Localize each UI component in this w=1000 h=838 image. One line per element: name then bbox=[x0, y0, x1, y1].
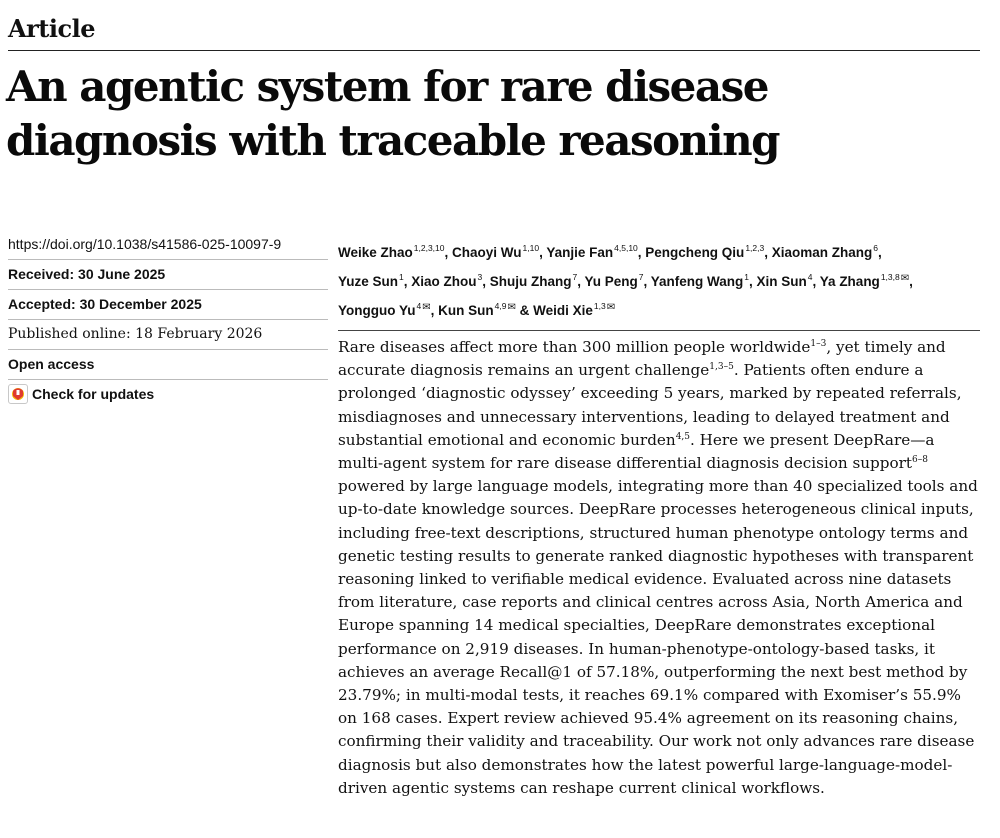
author[interactable] bbox=[820, 274, 909, 289]
author-affiliation: 1,3 bbox=[593, 301, 606, 311]
article-title: An agentic system for rare disease diagnosis with traceable reasoning bbox=[6, 62, 780, 165]
author-affiliation: 1,10 bbox=[522, 243, 540, 253]
author[interactable] bbox=[757, 274, 813, 289]
received-date: Received: 30 June 2025 bbox=[8, 259, 328, 289]
author-affiliation: 7 bbox=[572, 272, 578, 282]
abstract-text: powered by large language models, integrating more than 40 specialized tools and up-to-date knowledge sources. DeepRare processes heterogeneous clinical inputs, including free-text descriptions, structured human phenotype ontology terms and genetic testing results to generate ranked diagnostic hypotheses with transparent reasoning linked to verifiable medical evidence. Evaluated across nine datasets from literature, case reports and clinical centres across Asia, North America and Europe spanning 14 medical specialties, DeepRare demonstrates exceptional performance on 2,919 diseases. In human-phenotype-ontology-based tasks, it achieves an average Recall@1 of 57.18%, outperforming the next best method by 23.79%; in multi-modal tests, it reaches 69.1% compared with Exomiser’s 55.9% on 168 cases. Expert review achieved 95.4% agreement on its reasoning chains, confirming their validity and traceability. Our work not only advances rare disease diagnosis but also demonstrates how the latest powerful large-language-model-driven agentic systems can reshape current clinical workflows. bbox=[338, 477, 978, 797]
author[interactable] bbox=[546, 245, 637, 260]
crossmark-icon bbox=[8, 384, 28, 404]
citation-ref[interactable]: 4,5 bbox=[675, 431, 691, 442]
author-name: Yu Peng bbox=[584, 274, 638, 289]
envelope-icon[interactable]: ✉ bbox=[606, 302, 616, 313]
author-affiliation: 6 bbox=[873, 243, 878, 253]
published-date: Published online: 18 February 2026 bbox=[8, 319, 328, 349]
author[interactable] bbox=[490, 274, 577, 289]
abstract-text: , yet timely and accurate diagnosis remains an urgent challenge bbox=[338, 338, 946, 380]
author-affiliation: 1,2,3,10 bbox=[413, 243, 445, 253]
author-name: Xiaoman Zhang bbox=[771, 245, 873, 260]
author[interactable] bbox=[645, 245, 764, 260]
author[interactable] bbox=[772, 245, 878, 260]
abstract bbox=[338, 336, 978, 800]
author-name: Yuze Sun bbox=[338, 274, 399, 289]
author-name: Yanfeng Wang bbox=[650, 274, 744, 289]
abstract-text: . Patients often endure a prolonged ‘diagnostic odyssey’ exceeding 5 years, marked by repeated referrals, misdiagnoses and unnecessary interventions, leading to delayed treatment and substantial emotional and economic burden bbox=[338, 361, 962, 449]
author[interactable] bbox=[651, 274, 749, 289]
doi-link[interactable]: https://doi.org/10.1038/s41586-025-10097-9 bbox=[8, 236, 282, 252]
author-name: Kun Sun bbox=[438, 303, 494, 318]
author-name: Yongguo Yu bbox=[338, 303, 416, 318]
abstract-text: . Here we present DeepRare—a multi-agent system for rare disease differential diagnosis decision support bbox=[338, 430, 935, 473]
author-name: Shuju Zhang bbox=[489, 274, 572, 289]
citation-ref[interactable]: 1–3 bbox=[810, 339, 827, 349]
article-metadata bbox=[8, 234, 328, 409]
author-name: Pengcheng Qiu bbox=[645, 245, 745, 260]
citation-ref[interactable]: 1,3–5 bbox=[709, 362, 734, 373]
author-name: Ya Zhang bbox=[819, 274, 880, 289]
author[interactable] bbox=[585, 274, 644, 289]
author-affiliation: 1 bbox=[744, 272, 750, 282]
author-affiliation: 4 bbox=[416, 301, 422, 311]
citation-ref[interactable]: 6–8 bbox=[912, 455, 928, 466]
abstract-text: Rare diseases affect more than 300 million people worldwide bbox=[338, 338, 811, 356]
header-divider bbox=[8, 50, 980, 51]
author-name: Yanjie Fan bbox=[546, 245, 614, 260]
check-for-updates-button[interactable] bbox=[8, 379, 328, 409]
abstract-divider bbox=[338, 330, 980, 331]
accepted-date: Accepted: 30 December 2025 bbox=[8, 289, 328, 319]
author[interactable] bbox=[338, 303, 431, 318]
article-type-label: Article bbox=[8, 14, 95, 43]
author-affiliation: 1 bbox=[399, 272, 404, 282]
author-name: Weidi Xie bbox=[533, 303, 593, 318]
author-name: Xiao Zhou bbox=[411, 274, 477, 289]
author-affiliation: 4 bbox=[807, 272, 813, 282]
envelope-icon[interactable]: ✉ bbox=[422, 302, 431, 313]
author-affiliation: 7 bbox=[638, 272, 644, 282]
author-affiliation: 4,5,10 bbox=[614, 243, 638, 253]
open-access-label: Open access bbox=[8, 349, 328, 379]
author[interactable] bbox=[411, 274, 482, 289]
author-name: Chaoyi Wu bbox=[452, 245, 522, 260]
author-list: Weike Zhao$^{1,2,3,10}$, Chaoyi Wu$^{1,10}$, Yanjie Fan$^{4,5,10}$, Pengcheng Qiu$^{1,2,3}$, Xiaoman Zhang$^6$, Yuze Sun$^1$, Xiao Zhou$^3$, Shuju Zhang$^7$, Yu Peng$^7$, Yanfeng Wang$^1$, Xin Sun$^4$, Ya Zhang$^{1,3,8✉}$, Yongguo $Yu^{4✉}$, Kun Sun$^{4,9✉}$ & Weidi Xie$^{1,3✉}$ bbox=[338, 243, 913, 318]
envelope-icon[interactable]: ✉ bbox=[507, 302, 516, 313]
author[interactable] bbox=[452, 245, 539, 260]
author-name: Xin Sun bbox=[756, 274, 807, 289]
author[interactable] bbox=[438, 303, 516, 318]
author[interactable] bbox=[338, 245, 445, 260]
author[interactable] bbox=[338, 274, 404, 289]
author-affiliation: 3 bbox=[477, 272, 483, 282]
envelope-icon[interactable]: ✉ bbox=[900, 273, 910, 284]
author-affiliation: 4,9 bbox=[494, 301, 507, 311]
check-for-updates-label: Check for updates bbox=[32, 386, 155, 402]
author[interactable] bbox=[533, 303, 615, 318]
author-affiliation: 1,3,8 bbox=[880, 272, 900, 282]
author-name: Weike Zhao bbox=[338, 245, 413, 260]
author-affiliation: 1,2,3 bbox=[745, 243, 765, 253]
